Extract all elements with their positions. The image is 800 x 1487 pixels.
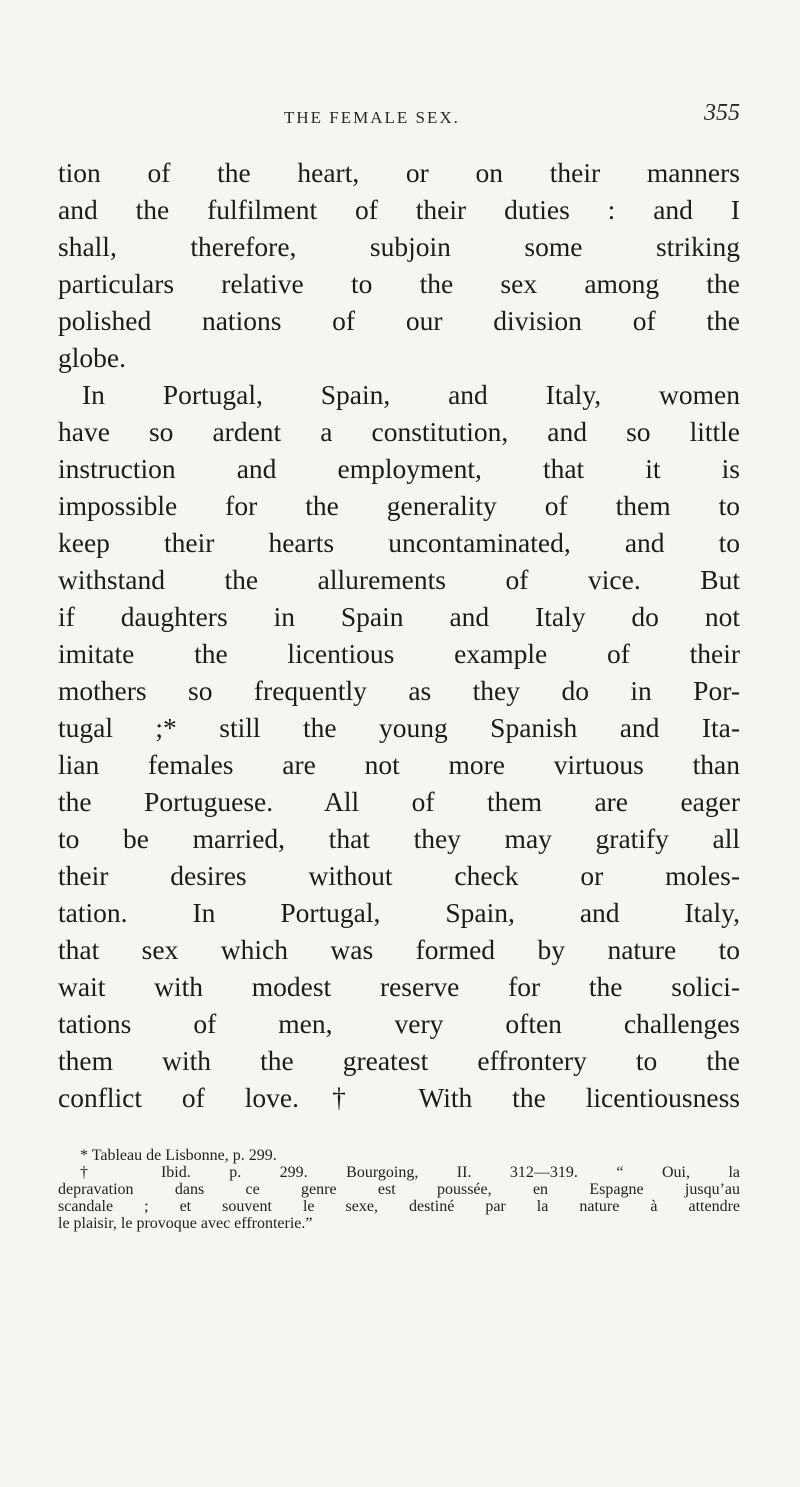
text-line: impossible for the generality of them to bbox=[58, 490, 740, 521]
footnotes bbox=[58, 1147, 740, 1232]
text-line: withstand the allurements of vice. But bbox=[58, 564, 740, 595]
text-line: globe. bbox=[58, 342, 126, 373]
text-line: imitate the licentious example of their bbox=[58, 638, 740, 669]
text-line: tugal ;* still the young Spanish and Ita- bbox=[58, 712, 740, 743]
footnote-line: † Ibid. p. 299. Bourgoing, II. 312—319. “ Oui, la bbox=[80, 1164, 740, 1181]
text-line: tion of the heart, or on their manners bbox=[58, 157, 740, 188]
page-number: 355 bbox=[704, 100, 740, 126]
footnote-line: * Tableau de Lisbonne, p. 299. bbox=[80, 1147, 277, 1164]
text-line: them with the greatest effrontery to the bbox=[58, 1045, 740, 1076]
text-line: conflict of love.† With the licentiousness bbox=[58, 1082, 740, 1113]
paragraph-start-line: In Portugal, Spain, and Italy, women bbox=[82, 379, 740, 410]
text-line: the Portuguese. All of them are eager bbox=[58, 786, 740, 817]
text-line: tations of men, very often challenges bbox=[58, 1008, 740, 1039]
text-line: polished nations of our division of the bbox=[58, 305, 740, 336]
text-line: lian females are not more virtuous than bbox=[58, 749, 740, 780]
text-line: to be married, that they may gratify all bbox=[58, 823, 740, 854]
body-text bbox=[58, 154, 740, 1116]
footnote-line: le plaisir, le provoque avec effronterie.” bbox=[58, 1215, 313, 1232]
text-line: mothers so frequently as they do in Por- bbox=[58, 675, 740, 706]
running-title: THE FEMALE SEX. bbox=[284, 108, 460, 127]
text-line: keep their hearts uncontaminated, and to bbox=[58, 527, 740, 558]
footnote-line: scandale ; et souvent le sexe, destiné par la nature à attendre bbox=[58, 1198, 740, 1215]
text-line: shall, therefore, subjoin some striking bbox=[58, 231, 740, 262]
text-line: their desires without check or moles- bbox=[58, 860, 740, 891]
text-line: and the fulfilment of their duties : and I bbox=[58, 194, 740, 225]
text-line: wait with modest reserve for the solici- bbox=[58, 971, 740, 1002]
text-line: particulars relative to the sex among the bbox=[58, 268, 740, 299]
text-line: instruction and employment, that it is bbox=[58, 453, 740, 484]
footnote-line: depravation dans ce genre est poussée, en Espagne jusqu’au bbox=[58, 1181, 740, 1198]
text-line: tation. In Portugal, Spain, and Italy, bbox=[58, 897, 740, 928]
text-line: that sex which was formed by nature to bbox=[58, 934, 740, 965]
text-line: have so ardent a constitution, and so little bbox=[58, 416, 740, 447]
text-line: if daughters in Spain and Italy do not bbox=[58, 601, 740, 632]
